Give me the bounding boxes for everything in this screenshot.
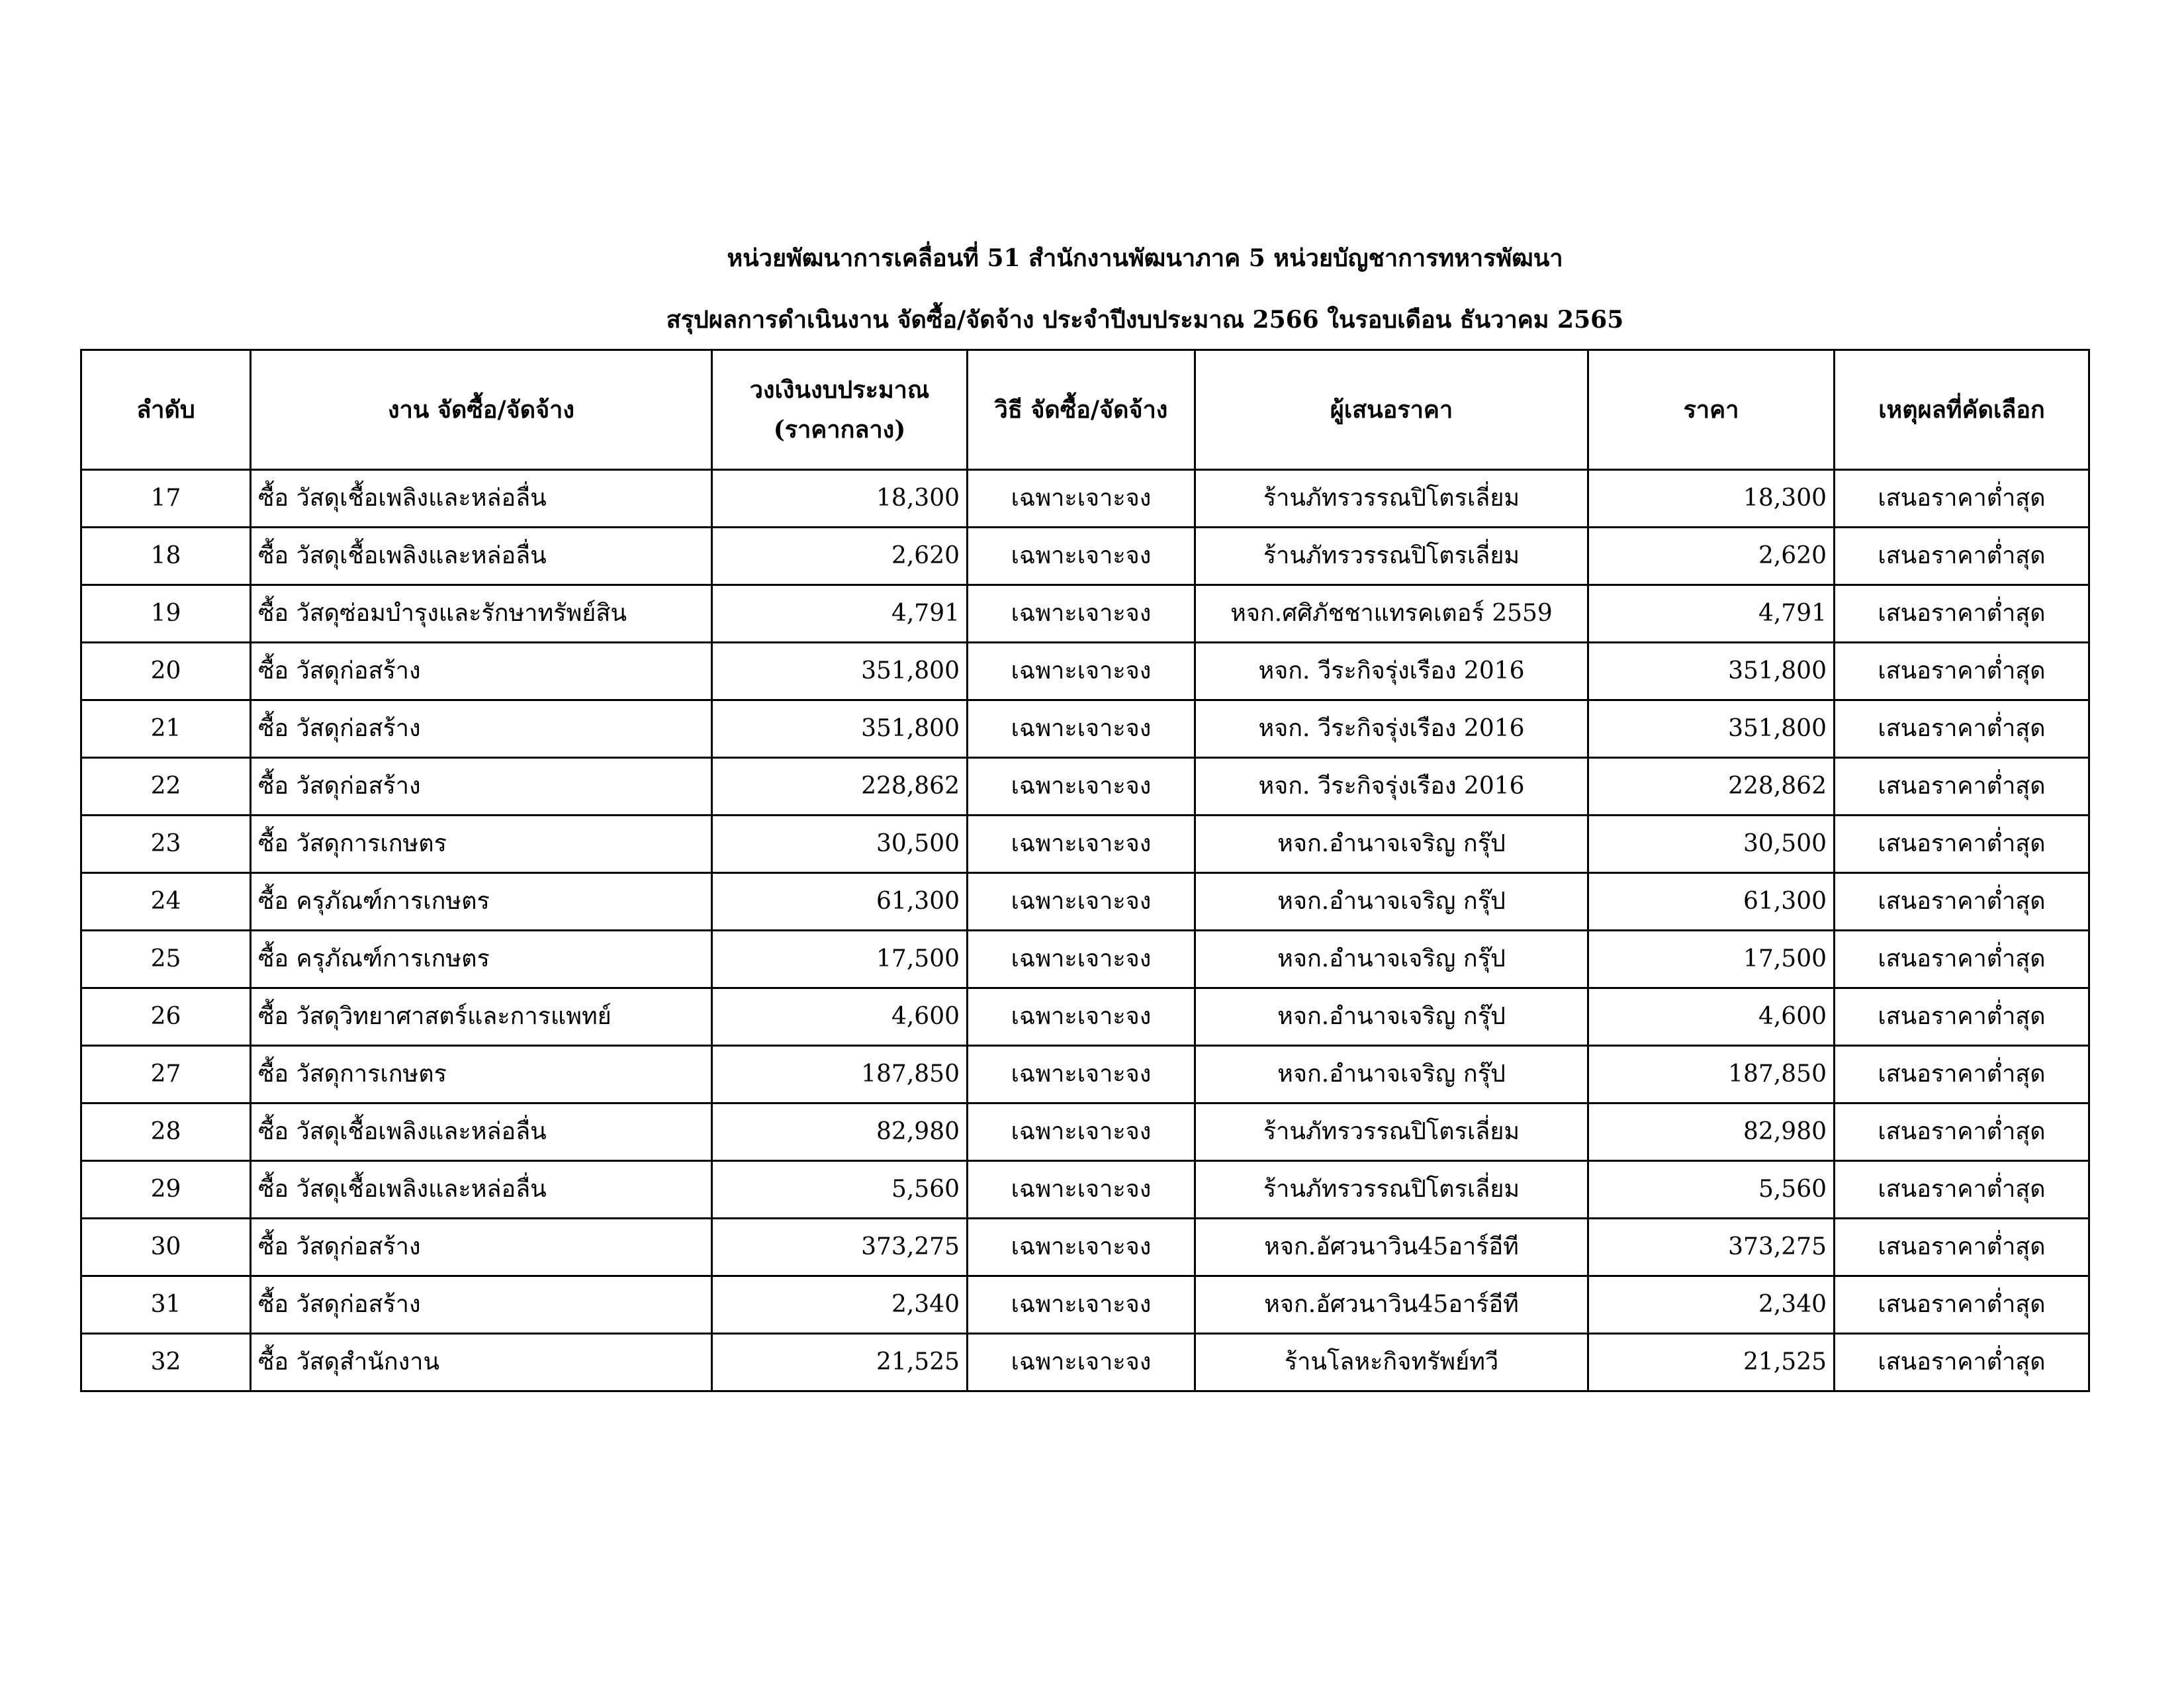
cell-budget: 228,862	[712, 758, 968, 816]
table-row	[81, 873, 2089, 931]
cell-budget: 82,980	[712, 1103, 968, 1161]
cell-price: 4,600	[1588, 988, 1835, 1046]
cell-reason: เสนอราคาต่ำสุด	[1835, 585, 2089, 643]
cell-method: เฉพาะเจาะจง	[968, 585, 1195, 643]
cell-price: 4,791	[1588, 585, 1835, 643]
cell-item: ซื้อ วัสดุก่อสร้าง	[251, 758, 712, 816]
cell-no: 26	[81, 988, 251, 1046]
cell-item: ซื้อ วัสดุการเกษตร	[251, 1046, 712, 1103]
cell-method: เฉพาะเจาะจง	[968, 1161, 1195, 1219]
cell-reason: เสนอราคาต่ำสุด	[1835, 873, 2089, 931]
cell-reason: เสนอราคาต่ำสุด	[1835, 1103, 2089, 1161]
table-row	[81, 1334, 2089, 1391]
cell-method: เฉพาะเจาะจง	[968, 1334, 1195, 1391]
cell-budget: 4,791	[712, 585, 968, 643]
column-header-price: ราคา	[1588, 350, 1835, 470]
cell-item: ซื้อ วัสดุซ่อมบำรุงและรักษาทรัพย์สิน	[251, 585, 712, 643]
cell-item: ซื้อ ครุภัณฑ์การเกษตร	[251, 873, 712, 931]
cell-bidder: หจก.อัศวนาวิน45อาร์อีที	[1195, 1219, 1588, 1276]
cell-price: 351,800	[1588, 643, 1835, 700]
cell-no: 18	[81, 528, 251, 585]
cell-bidder: หจก.ศศิภัชชาแทรคเตอร์ 2559	[1195, 585, 1588, 643]
cell-price: 228,862	[1588, 758, 1835, 816]
cell-price: 21,525	[1588, 1334, 1835, 1391]
cell-budget: 21,525	[712, 1334, 968, 1391]
cell-no: 29	[81, 1161, 251, 1219]
cell-bidder: ร้านภัทรวรรณปิโตรเลี่ยม	[1195, 1103, 1588, 1161]
cell-method: เฉพาะเจาะจง	[968, 758, 1195, 816]
procurement-table	[80, 349, 2090, 1392]
cell-reason: เสนอราคาต่ำสุด	[1835, 1334, 2089, 1391]
table-row	[81, 528, 2089, 585]
cell-budget: 30,500	[712, 816, 968, 873]
cell-reason: เสนอราคาต่ำสุด	[1835, 988, 2089, 1046]
table-row	[81, 585, 2089, 643]
table-row	[81, 1276, 2089, 1334]
cell-price: 351,800	[1588, 700, 1835, 758]
column-header-no: ลำดับ	[81, 350, 251, 470]
cell-item: ซื้อ วัสดุสำนักงาน	[251, 1334, 712, 1391]
cell-no: 25	[81, 931, 251, 988]
table-row	[81, 700, 2089, 758]
cell-reason: เสนอราคาต่ำสุด	[1835, 1046, 2089, 1103]
cell-price: 18,300	[1588, 470, 1835, 528]
cell-price: 5,560	[1588, 1161, 1835, 1219]
cell-price: 17,500	[1588, 931, 1835, 988]
table-row	[81, 470, 2089, 528]
cell-reason: เสนอราคาต่ำสุด	[1835, 1276, 2089, 1334]
cell-budget: 61,300	[712, 873, 968, 931]
cell-reason: เสนอราคาต่ำสุด	[1835, 470, 2089, 528]
column-header-bidder: ผู้เสนอราคา	[1195, 350, 1588, 470]
cell-budget: 351,800	[712, 700, 968, 758]
cell-no: 32	[81, 1334, 251, 1391]
cell-reason: เสนอราคาต่ำสุด	[1835, 700, 2089, 758]
cell-budget: 187,850	[712, 1046, 968, 1103]
cell-bidder: ร้านโลหะกิจทรัพย์ทวี	[1195, 1334, 1588, 1391]
cell-no: 21	[81, 700, 251, 758]
column-header-budget-line-2: (ราคากลาง)	[773, 416, 906, 444]
column-header-method: วิธี จัดซื้อ/จัดจ้าง	[968, 350, 1195, 470]
cell-bidder: หจก.อำนาจเจริญ กรุ๊ป	[1195, 988, 1588, 1046]
cell-reason: เสนอราคาต่ำสุด	[1835, 1161, 2089, 1219]
cell-item: ซื้อ วัสดุการเกษตร	[251, 816, 712, 873]
cell-method: เฉพาะเจาะจง	[968, 931, 1195, 988]
cell-budget: 17,500	[712, 931, 968, 988]
cell-reason: เสนอราคาต่ำสุด	[1835, 931, 2089, 988]
cell-no: 30	[81, 1219, 251, 1276]
cell-budget: 4,600	[712, 988, 968, 1046]
cell-method: เฉพาะเจาะจง	[968, 470, 1195, 528]
table-row	[81, 1161, 2089, 1219]
cell-method: เฉพาะเจาะจง	[968, 816, 1195, 873]
cell-bidder: ร้านภัทรวรรณปิโตรเลี่ยม	[1195, 470, 1588, 528]
table-row	[81, 1046, 2089, 1103]
cell-reason: เสนอราคาต่ำสุด	[1835, 528, 2089, 585]
cell-method: เฉพาะเจาะจง	[968, 700, 1195, 758]
cell-budget: 18,300	[712, 470, 968, 528]
cell-price: 30,500	[1588, 816, 1835, 873]
cell-price: 2,340	[1588, 1276, 1835, 1334]
cell-item: ซื้อ วัสดุเชื้อเพลิงและหล่อลื่น	[251, 470, 712, 528]
cell-method: เฉพาะเจาะจง	[968, 643, 1195, 700]
table-row	[81, 1103, 2089, 1161]
cell-no: 24	[81, 873, 251, 931]
cell-bidder: หจก.อัศวนาวิน45อาร์อีที	[1195, 1276, 1588, 1334]
cell-budget: 351,800	[712, 643, 968, 700]
cell-bidder: หจก. วีระกิจรุ่งเรือง 2016	[1195, 700, 1588, 758]
cell-reason: เสนอราคาต่ำสุด	[1835, 758, 2089, 816]
cell-method: เฉพาะเจาะจง	[968, 1276, 1195, 1334]
cell-item: ซื้อ วัสดุก่อสร้าง	[251, 700, 712, 758]
table-header-row	[81, 350, 2089, 470]
cell-item: ซื้อ วัสดุเชื้อเพลิงและหล่อลื่น	[251, 528, 712, 585]
cell-no: 19	[81, 585, 251, 643]
table-row	[81, 758, 2089, 816]
column-header-budget	[712, 350, 968, 470]
cell-item: ซื้อ วัสดุเชื้อเพลิงและหล่อลื่น	[251, 1161, 712, 1219]
cell-budget: 373,275	[712, 1219, 968, 1276]
cell-item: ซื้อ ครุภัณฑ์การเกษตร	[251, 931, 712, 988]
cell-price: 82,980	[1588, 1103, 1835, 1161]
cell-price: 2,620	[1588, 528, 1835, 585]
cell-method: เฉพาะเจาะจง	[968, 1103, 1195, 1161]
cell-bidder: หจก. วีระกิจรุ่งเรือง 2016	[1195, 643, 1588, 700]
cell-item: ซื้อ วัสดุก่อสร้าง	[251, 643, 712, 700]
cell-bidder: ร้านภัทรวรรณปิโตรเลี่ยม	[1195, 528, 1588, 585]
column-header-budget-line-1: วงเงินงบประมาณ	[749, 376, 930, 404]
cell-method: เฉพาะเจาะจง	[968, 528, 1195, 585]
table-row	[81, 1219, 2089, 1276]
column-header-reason: เหตุผลที่คัดเลือก	[1835, 350, 2089, 470]
table-row	[81, 988, 2089, 1046]
cell-budget: 5,560	[712, 1161, 968, 1219]
cell-method: เฉพาะเจาะจง	[968, 1046, 1195, 1103]
cell-item: ซื้อ วัสดุวิทยาศาสตร์และการแพทย์	[251, 988, 712, 1046]
cell-bidder: หจก.อำนาจเจริญ กรุ๊ป	[1195, 1046, 1588, 1103]
cell-price: 61,300	[1588, 873, 1835, 931]
cell-bidder: หจก.อำนาจเจริญ กรุ๊ป	[1195, 931, 1588, 988]
cell-reason: เสนอราคาต่ำสุด	[1835, 643, 2089, 700]
cell-bidder: ร้านภัทรวรรณปิโตรเลี่ยม	[1195, 1161, 1588, 1219]
cell-no: 17	[81, 470, 251, 528]
cell-reason: เสนอราคาต่ำสุด	[1835, 1219, 2089, 1276]
cell-method: เฉพาะเจาะจง	[968, 1219, 1195, 1276]
table-row	[81, 643, 2089, 700]
cell-item: ซื้อ วัสดุเชื้อเพลิงและหล่อลื่น	[251, 1103, 712, 1161]
cell-item: ซื้อ วัสดุก่อสร้าง	[251, 1219, 712, 1276]
cell-no: 28	[81, 1103, 251, 1161]
cell-price: 373,275	[1588, 1219, 1835, 1276]
cell-price: 187,850	[1588, 1046, 1835, 1103]
document-subtitle: สรุปผลการดำเนินงาน จัดซื้อ/จัดจ้าง ประจำปีงบประมาณ 2566 ในรอบเดือน ธันวาคม 2565	[666, 306, 1624, 334]
cell-budget: 2,340	[712, 1276, 968, 1334]
cell-method: เฉพาะเจาะจง	[968, 873, 1195, 931]
cell-budget: 2,620	[712, 528, 968, 585]
cell-bidder: หจก.อำนาจเจริญ กรุ๊ป	[1195, 873, 1588, 931]
table-row	[81, 931, 2089, 988]
cell-reason: เสนอราคาต่ำสุด	[1835, 816, 2089, 873]
table-row	[81, 816, 2089, 873]
cell-bidder: หจก.อำนาจเจริญ กรุ๊ป	[1195, 816, 1588, 873]
cell-item: ซื้อ วัสดุก่อสร้าง	[251, 1276, 712, 1334]
cell-no: 31	[81, 1276, 251, 1334]
cell-no: 22	[81, 758, 251, 816]
cell-method: เฉพาะเจาะจง	[968, 988, 1195, 1046]
cell-no: 20	[81, 643, 251, 700]
column-header-item: งาน จัดซื้อ/จัดจ้าง	[251, 350, 712, 470]
document-title: หน่วยพัฒนาการเคลื่อนที่ 51 สำนักงานพัฒนาภาค 5 หน่วยบัญชาการทหารพัฒนา	[727, 244, 1563, 272]
cell-no: 27	[81, 1046, 251, 1103]
cell-no: 23	[81, 816, 251, 873]
cell-bidder: หจก. วีระกิจรุ่งเรือง 2016	[1195, 758, 1588, 816]
